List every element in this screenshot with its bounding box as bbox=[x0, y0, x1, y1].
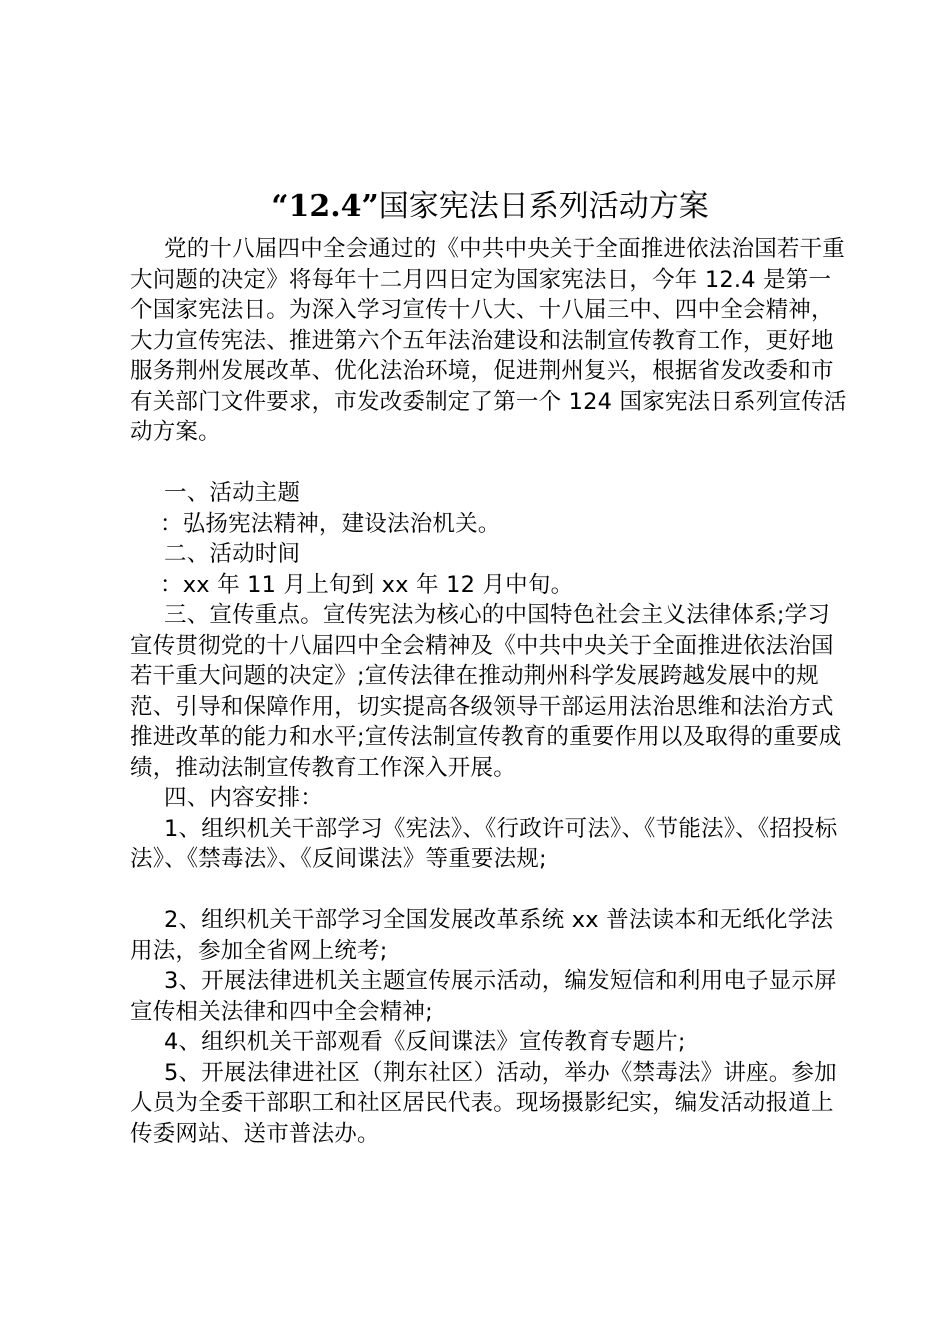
list-item-5: 5、开展法律进社区（荆东社区）活动，举办《禁毒法》讲座。参加人员为全委干部职工和社区居民代表。现场摄影纪实，编发活动报道上传委网站、送市普法办。 bbox=[130, 1059, 837, 1147]
list-item-4: 4、组织机关干部观看《反间谍法》宣传教育专题片; bbox=[164, 1029, 686, 1055]
title-text: 国家宪法日系列活动方案 bbox=[378, 189, 709, 224]
section1-body: ：弘扬宪法精神，建设法治机关。 bbox=[160, 510, 501, 537]
list-item-3: 3、开展法律进机关主题宣传展示活动，编发短信和利用电子显示屏宣传相关法律和四中全会精神; bbox=[130, 968, 837, 1025]
document-page bbox=[130, 180, 850, 1149]
section3-paragraph: 三、宣传重点。宣传宪法为核心的中国特色社会主义法律体系;学习宣传贯彻党的十八届四中全会精神及《中共中央关于全面推进依法治国若干重大问题的决定》;宣传法律在推动荆州科学发展跨越发展中的规范、引导和保障作用，切实提高各级领导干部运用法治思维和法治方式推进改革的能力和水平;宣传法制宣传教育的重要作用以及取得的重要成绩，推动法制宣传教育工作深入开展。 bbox=[130, 602, 842, 781]
section1-heading: 一、活动主题 bbox=[164, 480, 301, 506]
intro-paragraph: 党的十八届四中全会通过的《中共中央关于全面推进依法治国若干重大问题的决定》将每年十二月四日定为国家宪法日，今年 12.4 是第一个国家宪法日。为深入学习宣传十八大、十八届三中、四中全会精神，大力宣传宪法、推进第六个五年法治建设和法制宣传教育工作，更好地服务荆州发展改革、优化法治环境，促进荆州复兴，根据省发改委和市有关部门文件要求，市发改委制定了第一个 124 国家宪法日系列宣传活动方案。 bbox=[130, 236, 847, 445]
section2-heading: 二、活动时间 bbox=[164, 541, 301, 567]
title-number: “12.4” bbox=[271, 189, 379, 224]
list-item-1: 1、组织机关干部学习《宪法》、《行政许可法》、《节能法》、《招投标法》、《禁毒法》、《反间谍法》等重要法规; bbox=[130, 815, 838, 872]
document-title bbox=[130, 180, 850, 234]
section2-body: ：xx 年 11 月上旬到 xx 年 12 月中旬。 bbox=[160, 571, 574, 598]
spacer bbox=[130, 875, 850, 906]
spacer bbox=[130, 448, 850, 479]
section4-heading: 四、内容安排： bbox=[164, 785, 323, 811]
list-item-2: 2、组织机关干部学习全国发展改革系统 xx 普法读本和无纸化学法用法，参加全省网上统考; bbox=[130, 907, 834, 964]
